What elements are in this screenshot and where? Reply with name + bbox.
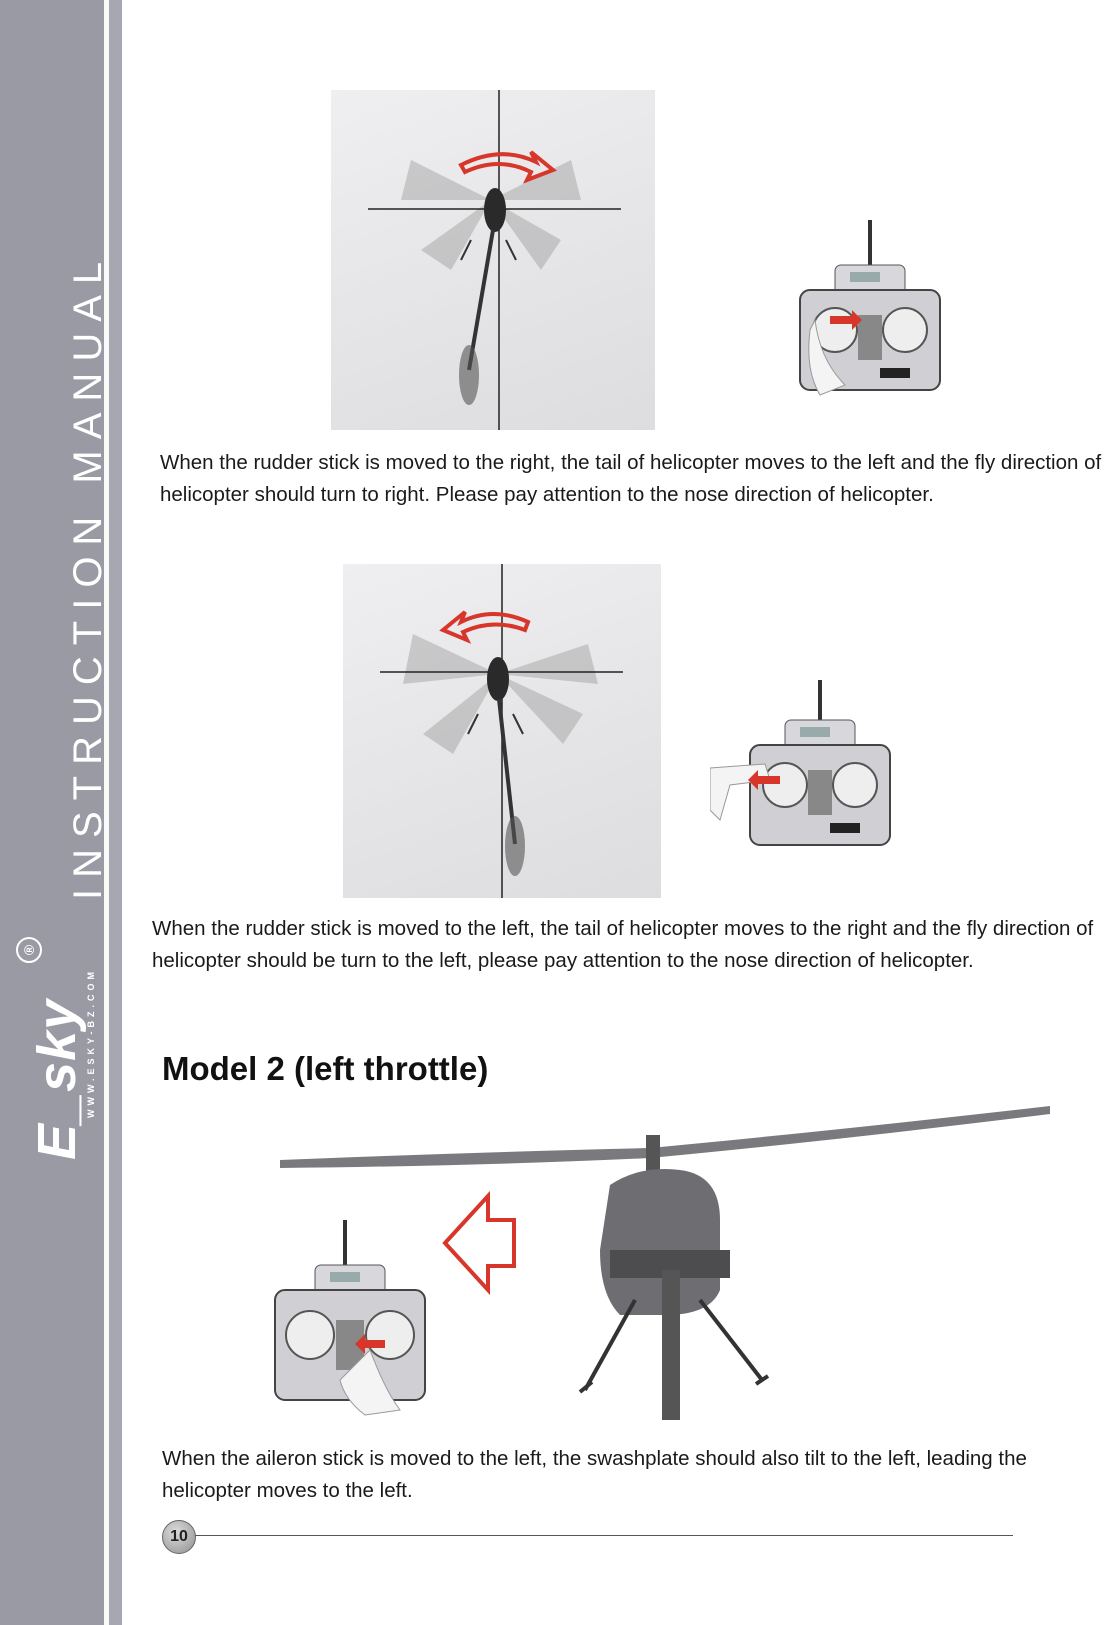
transmitter-left-rudder	[710, 680, 900, 860]
transmitter-right-rudder	[790, 220, 950, 400]
helicopter-side-photo	[280, 1100, 1060, 1430]
page-number: 10	[162, 1520, 196, 1554]
registered-mark: ®	[16, 937, 42, 963]
brand-logo: E_sky	[27, 998, 87, 1160]
manual-title: INSTRUCTION MANUAL	[66, 250, 110, 900]
aileron-caption: When the aileron stick is moved to the left, the swashplate should also tilt to the left, leading the helicopter moves to the left.	[162, 1447, 1027, 1502]
helicopter-rotate-left-photo	[343, 564, 661, 898]
website-url: WWW.ESKY-BZ.COM	[86, 968, 96, 1118]
rudder-right-caption: When the rudder stick is moved to the right, the tail of helicopter moves to the left and the fly direction of helicopter should turn to right. Please pay attention to the nose direction of helicopter.	[160, 451, 1102, 506]
sidebar	[0, 0, 122, 1625]
section-heading: Model 2 (left throttle)	[162, 1050, 489, 1087]
rotation-arrow-left-icon	[443, 612, 528, 640]
rotation-arrow-right-icon	[461, 152, 553, 180]
helicopter-rotate-right-photo	[331, 90, 655, 430]
rudder-left-caption: When the rudder stick is moved to the left, the tail of helicopter moves to the right and the fly direction of helicopter should be turn to the left, please pay attention to the nose direction of helicopter.	[152, 917, 1094, 972]
footer-rule	[195, 1535, 1013, 1536]
